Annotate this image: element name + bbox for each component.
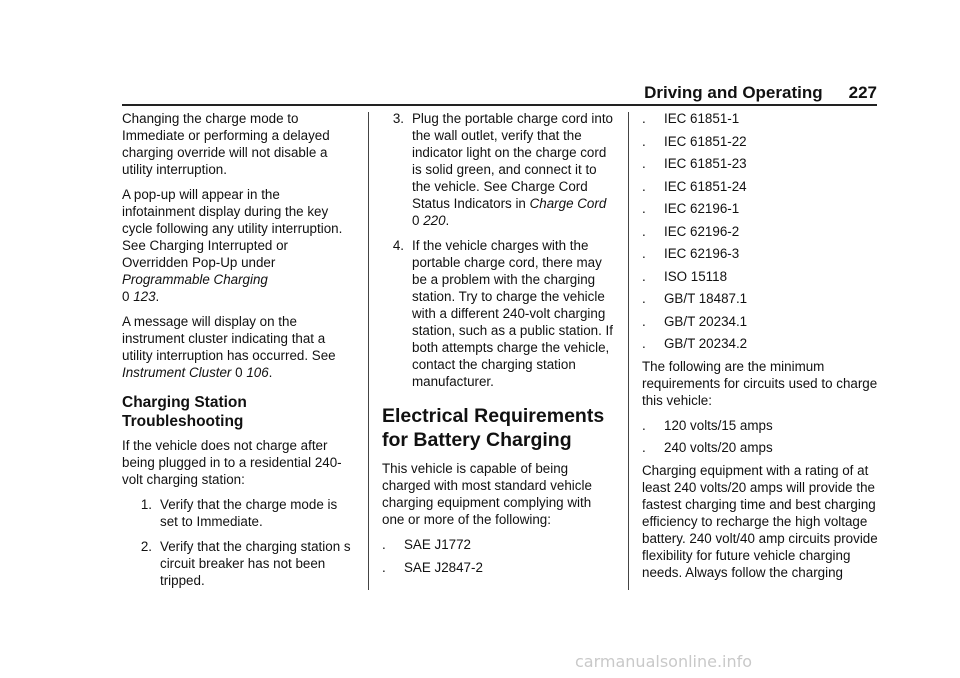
step-text: Verify that the charging station s circuit breaker has not been tripped. (160, 539, 351, 588)
list-item (642, 439, 882, 456)
paragraph: Changing the charge mode to Immediate or performing a delayed charging override will not disable a utility interruption. (122, 111, 330, 177)
list-item (642, 290, 882, 307)
step-text: Verify that the charge mode is set to Immediate. (160, 497, 338, 529)
page-ref[interactable]: 220 (423, 213, 446, 228)
list-item-text: ISO 15118 (664, 268, 728, 284)
list-item (642, 133, 882, 150)
step-number: 2. (140, 539, 152, 554)
list-item (122, 538, 354, 589)
page-ref[interactable]: 123 (133, 289, 156, 304)
step-text: If the vehicle charges with the portable charge cord, there may be a problem with the charging station. Try to charge the vehicle with a different 240-volt charging station, such as a public station. If both attempts charge the vehicle, contact the charging station manufacturer. (412, 238, 613, 389)
bullet-icon: . (642, 313, 646, 329)
bullet-icon: . (642, 156, 646, 171)
bullet-icon: . (382, 537, 386, 552)
list-item (642, 200, 882, 217)
bullet-icon: . (642, 291, 646, 306)
list-item-text: GB/T 18487.1 (664, 291, 748, 306)
step-number: 3. (392, 111, 404, 126)
header-rule (122, 104, 877, 106)
bullet-icon: . (642, 201, 646, 216)
list-item-text: IEC 62196-1 (664, 201, 740, 216)
bullet-icon: . (642, 223, 646, 239)
page-ref-icon: 0 (412, 213, 420, 228)
list-item-text: IEC 61851-24 (664, 178, 747, 194)
column-1 (122, 110, 354, 597)
paragraph-text: A pop-up will appear in the infotainment display during the key cycle following any utility interruption. See Charging Interrupted or Overridden Pop-Up under (122, 187, 343, 270)
paragraph: This vehicle is capable of being charged with most standard vehicle charging equipment complying with one or more of the following: (382, 461, 592, 527)
watermark-text: carmanualsonline.info (575, 652, 753, 671)
list-item-text: SAE J2847-2 (404, 560, 483, 575)
list-item (122, 496, 354, 530)
page-ref-icon: 0 (122, 289, 130, 304)
bullet-icon: . (642, 246, 646, 261)
column-divider-left (368, 112, 369, 590)
cross-reference-link[interactable]: Instrument Cluster (122, 365, 232, 380)
cross-reference-link[interactable]: Charge Cord (529, 196, 607, 211)
list-item (642, 110, 882, 127)
list-item (642, 268, 882, 285)
punctuation: . (268, 365, 273, 380)
list-item-text: GB/T 20234.2 (664, 336, 748, 351)
page-number: 227 (848, 83, 877, 102)
paragraph: The following are the minimum requirements for circuits used to charge this vehicle: (642, 358, 878, 408)
paragraph (122, 313, 354, 381)
bullet-icon: . (642, 417, 646, 433)
list-item (382, 536, 614, 553)
paragraph (122, 186, 354, 305)
standards-list (642, 110, 882, 352)
list-item (642, 223, 882, 240)
list-item-text: IEC 61851-1 (664, 111, 740, 126)
bullet-icon: . (642, 440, 646, 455)
page-ref-icon: 0 (235, 365, 243, 380)
column-2 (382, 110, 614, 582)
section-heading: Electrical Requirements for Battery Charging (382, 405, 605, 451)
section-title: Driving and Operating (644, 83, 823, 102)
section-heading: Charging Station Troubleshooting (122, 394, 247, 430)
cross-reference-link[interactable]: Programmable Charging (122, 272, 268, 287)
step-text-content: Plug the portable charge cord into the wall outlet, verify that the indicator light on the charge cord is solid green, and connect it to the vehicle. See Charge Cord Status Indicators in (412, 111, 613, 211)
list-item-text: 240 volts/20 amps (664, 440, 773, 455)
bullet-icon: . (642, 111, 646, 126)
list-item (382, 237, 614, 390)
step-number: 4. (392, 238, 404, 253)
step-text (412, 110, 614, 229)
requirements-list (642, 417, 882, 457)
paragraph: If the vehicle does not charge after being plugged in to a residential 240-volt charging station: (122, 438, 342, 487)
list-item (642, 417, 882, 434)
column-3 (642, 110, 882, 589)
bullet-icon: . (642, 178, 646, 194)
step-number: 1. (140, 497, 152, 512)
list-item (642, 178, 882, 195)
column-divider-right (628, 112, 629, 590)
punctuation: . (155, 289, 160, 304)
bullet-icon: . (642, 133, 646, 149)
list-item-text: GB/T 20234.1 (664, 313, 748, 329)
bullet-icon: . (642, 268, 646, 284)
list-item (642, 245, 882, 262)
running-header (634, 80, 877, 106)
list-item-text: IEC 62196-2 (664, 223, 740, 239)
bullet-icon: . (382, 560, 386, 575)
page-ref[interactable]: 106 (246, 365, 269, 380)
list-item-text: IEC 61851-23 (664, 156, 747, 171)
paragraph: Charging equipment with a rating of at least 240 volts/20 amps will provide the fastest charging time and best charging efficiency to recharge the high voltage battery. 240 volt/40 amp circuits provide flexibility for future vehicle charging needs. Always follow the charging (642, 462, 878, 580)
list-item (642, 313, 882, 330)
list-item-text: 120 volts/15 amps (664, 417, 773, 433)
list-item (642, 335, 882, 352)
list-item (642, 155, 882, 172)
list-item-text: SAE J1772 (404, 537, 471, 552)
bullet-icon: . (642, 336, 646, 351)
list-item (382, 110, 614, 229)
paragraph-text: A message will display on the instrument cluster indicating that a utility interruption has occurred. See (122, 314, 336, 363)
punctuation: . (445, 213, 450, 228)
list-item-text: IEC 61851-22 (664, 133, 747, 149)
list-item-text: IEC 62196-3 (664, 246, 740, 261)
list-item (382, 559, 614, 576)
